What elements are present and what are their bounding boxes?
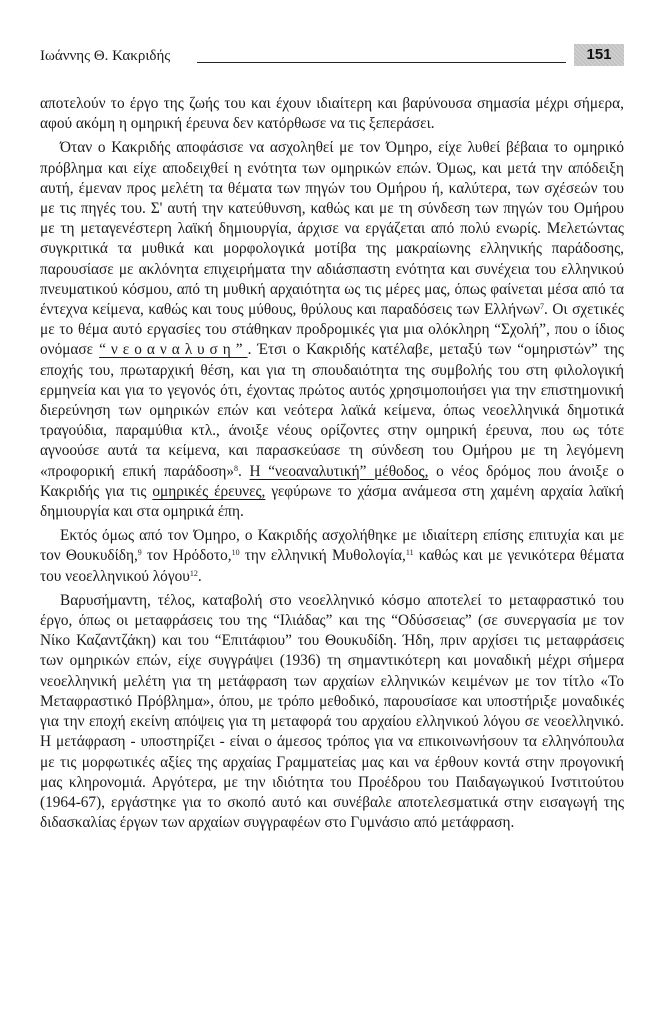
footnote-ref-11: 11 [405, 548, 414, 558]
text-span: ο νέος δρόμος που άνοιξε ο Κακριδής για τις [40, 462, 624, 500]
text-span: Εκτός όμως από τον Όμηρο, ο Κακριδής ασχολήθηκε με ιδιαίτερη επίσης επιτυχία και με τον Θουκυδίδη, [40, 527, 624, 565]
paragraph-homer [40, 138, 624, 522]
footnote-ref-12: 12 [189, 568, 198, 578]
neoanalysis-term: “νεοαναλυση” [99, 341, 248, 359]
text-span: . Έτσι ο Κακριδής κατέλαβε, μεταξύ των “ομηριστών” της εποχής του, πρωταρχική θέση, και για τη σπουδαιότητα της συμβολής του στη φιλολογική ερμηνεία και για το γεγονός ότι, έχοντας πρώτος αυτός χρησιμοποιήσει για την επιστημονική διερεύνηση των ομηρικών επών και νεότερα λαϊκά κείμενα, όπως νεοελληνικά δημοτικά τραγούδια, παραμύθια κτλ., άνοιξε νέους ορίζοντες στην ομηρική έρευνα, που ως τότε αγνοούσε αυτά τα κείμενα, και παρασκεύασε τη σύνδεση του Ομήρου με τη λεγόμενη «προφορική επική παράδοση» [40, 341, 624, 480]
header-rule [197, 62, 566, 63]
footnote-ref-8: 8 [234, 463, 239, 473]
paragraph-translation: Βαρυσήμαντη, τέλος, καταβολή στο νεοελληνικό κόσμο αποτελεί το μεταφραστικό του έργο, όπως οι μεταφράσεις του της “Ιλιάδας” και της “Οδύσσειας” (σε συνεργασία με τον Νίκο Καζαντζάκη) και του “Επιτάφιου” του Θουκυδίδη. Ήδη, πριν αρχίσει τις μεταφράσεις των ομηρικών επών, είχε συγγράψει (1936) τη σημαντικότερη και μοναδική μέχρι σήμερα νεοελληνική μελέτη για τη μετάφραση των αρχαίων ελληνικών κειμένων με τον τίτλο «Το Μεταφραστικό Πρόβλημα», όπου, με τρόπο μεθοδικό, παρουσίασε και υποστήριξε μοναδικές για την εποχή εκείνη απόψεις για τη μεταφορά του αρχαίου ελληνικού λόγου σε νεοελληνικό. Η μετάφραση - υποστηρίζει - είναι ο άμεσος τρόπος για να επικοινωνήσουν τα ελληνόπουλα με τις μορφωτικές αξίες της αρχαίας Γραμματείας μας και να έρθουν κοντά στην προγονική μας κληρονομιά. Αργότερα, με την ιδιότητα του Προέδρου του Παιδαγωγικού Ινστιτούτου (1964-67), εργάστηκε για το σκοπό αυτό και συνέβαλε αποτελεσματικά στην εισαγωγή της διδασκαλίας έργων των αρχαίων συγγραφέων στο Γυμνάσιο από μετάφραση. [40, 591, 624, 832]
paragraph-continuation: αποτελούν το έργο της ζωής του και έχουν ιδιαίτερη και βαρύνουσα σημασία μέχρι σήμερα, αφού ακόμη η ομηρική έρευνα δεν κατόρθωσε να τις ξεπεράσει. [40, 95, 624, 133]
underlined-research: ομηρικές έρευνες, [152, 482, 266, 500]
text-span: . [238, 462, 250, 480]
text-span: καθώς και με γενικότερα θέματα του νεοελληνικού λόγου [40, 547, 624, 585]
text-span: Όταν ο Κακριδής αποφάσισε να ασχοληθεί με τον Όμηρο, είχε λυθεί βέβαια το ομηρικό πρόβλημα και είχε αποδειχθεί η ενότητα των ομηρικών επών. Όμως, και μετά την απόδειξη αυτή, έμεναν προς μελέτη τα θέματα των πηγών του Ομήρου ή, καλύτερα, των σχέσεών του με τις πηγές του. Σ' αυτή την κατεύθυνση, καθώς και με τη σύνδεση των πηγών του Ομήρου με τη μεταγενέστερη λαϊκή δημιουργία, άρχισε να εργάζεται από πολύ ενωρίς. Μελετώντας συγκριτικά τα μυθικά και μορφολογικά μοτίβα της μακραίωνης ελληνικής παράδοσης, παρουσίασε με ακλόνητα επιχειρήματα την αδιάσπαστη ενότητα και συνέχεια του ελληνικού πνευματικού κόσμου, από τη μυθική αρχαιότητα ως τις μέρες μας, όπως φαίνεται μέσα από τα έντεχνα κείμενα, καθώς και τους μύθους, θρύλους και παραδόσεις των Ελλήνων [40, 139, 624, 319]
page-header [40, 44, 624, 70]
footnote-ref-10: 10 [231, 548, 240, 558]
footnote-ref-9: 9 [137, 548, 142, 558]
text-span: . [197, 567, 202, 585]
underlined-method: Η “νεοαναλυτική” μέθοδος, [249, 462, 429, 480]
paragraph-other-works [40, 526, 624, 587]
text-span: τον Ηρόδοτο, [141, 547, 232, 565]
running-head: Ιωάννης Θ. Κακριδής [40, 48, 171, 64]
text-span: γεφύρωνε το χάσμα ανάμεσα στη χαμένη αρχαία λαϊκή δημιουργία και στα ομηρικά έπη. [40, 482, 624, 521]
text-span: την ελληνική Μυθολογία, [239, 547, 406, 565]
body-text [40, 94, 624, 837]
page-number: 151 [574, 44, 624, 66]
text-span: . Οι σχετικές με το θέμα αυτό εργασίες του στάθηκαν προδρομικές για μια ολόκληρη “Σχολή”, που ο ίδιος ονόμασε [40, 301, 624, 359]
footnote-ref-7: 7 [540, 302, 545, 312]
